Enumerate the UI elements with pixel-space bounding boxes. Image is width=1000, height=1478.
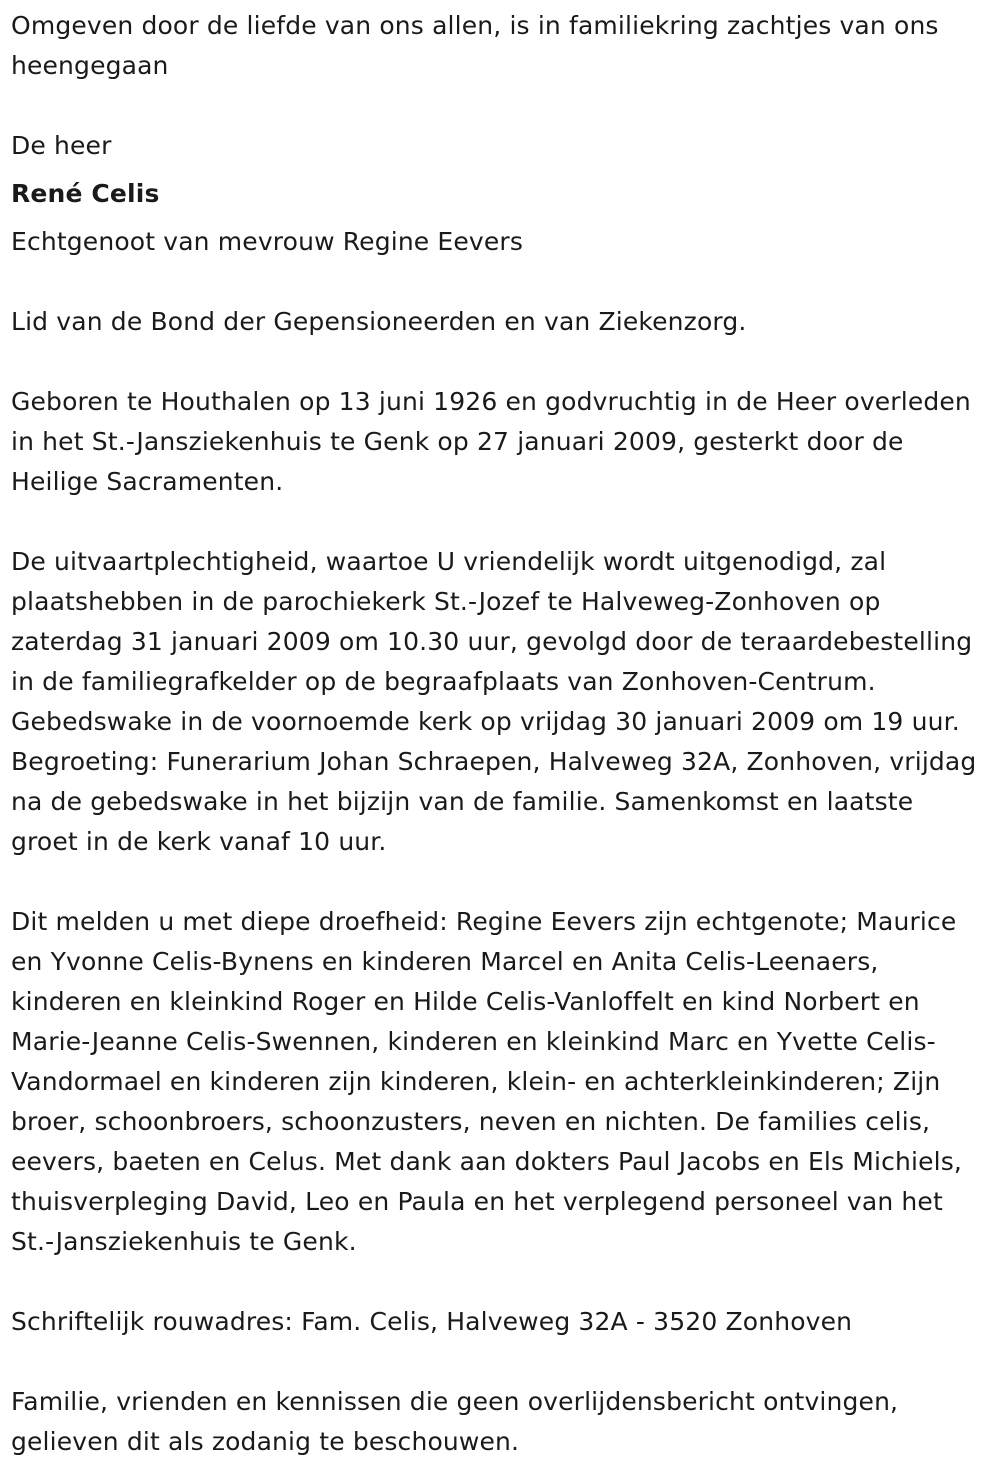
membership-paragraph: Lid van de Bond der Gepensioneerden en van Ziekenzorg. bbox=[11, 307, 747, 336]
deceased-name: René Celis bbox=[11, 179, 160, 208]
address-paragraph: Schriftelijk rouwadres: Fam. Celis, Halveweg 32A - 3520 Zonhoven bbox=[11, 1307, 853, 1336]
spacer bbox=[11, 262, 986, 302]
spacer bbox=[11, 86, 986, 126]
spacer bbox=[11, 342, 986, 382]
spacer bbox=[11, 502, 986, 542]
spacer bbox=[11, 166, 986, 174]
funeral-paragraph: De uitvaartplechtigheid, waartoe U vriendelijk wordt uitgenodigd, zal plaatshebben in de parochiekerk St.-Jozef te Halveweg-Zonhoven op zaterdag 31 januari 2009 om 10.30 uur, gevolgd door de teraardebestelling in de familiegrafkelder op de begraafplaats van Zonhoven-Centrum. Gebedswake in de voornoemde kerk op vrijdag 30 januari 2009 om 19 uur. Begroeting: Funerarium Johan Schraepen, Halveweg 32A, Zonhoven, vrijdag na de gebedswake in het bijzijn van de familie. Samenkomst en laatste groet in de kerk vanaf 10 uur. bbox=[11, 547, 977, 856]
birth-death-paragraph: Geboren te Houthalen op 13 juni 1926 en godvruchtig in de Heer overleden in het St.-Jansziekenhuis te Genk op 27 januari 2009, gesterkt door de Heilige Sacramenten. bbox=[11, 387, 971, 496]
spouse-line: Echtgenoot van mevrouw Regine Eevers bbox=[11, 227, 523, 256]
spacer bbox=[11, 214, 986, 222]
spacer bbox=[11, 1262, 986, 1302]
title-prefix: De heer bbox=[11, 131, 112, 160]
intro-paragraph: Omgeven door de liefde van ons allen, is in familiekring zachtjes van ons heengegaan bbox=[11, 11, 939, 80]
spacer bbox=[11, 1342, 986, 1382]
family-paragraph: Dit melden u met diepe droefheid: Regine Eevers zijn echtgenote; Maurice en Yvonne Celis-Bynens en kinderen Marcel en Anita Celis-Leenaers, kinderen en kleinkind Roger en Hilde Celis-Vanloffelt en kind Norbert en Marie-Jeanne Celis-Swennen, kinderen en kleinkind Marc en Yvette Celis-Vandormael en kinderen zijn kinderen, klein- en achterkleinkinderen; Zijn broer, schoonbroers, schoonzusters, neven en nichten. De families celis, eevers, baeten en Celus. Met dank aan dokters Paul Jacobs en Els Michiels, thuisverpleging David, Leo en Paula en het verplegend personeel van het St.-Jansziekenhuis te Genk. bbox=[11, 907, 962, 1256]
closing-paragraph: Familie, vrienden en kennissen die geen overlijdensbericht ontvingen, gelieven dit als zodanig te beschouwen. bbox=[11, 1387, 899, 1456]
obituary-document bbox=[11, 6, 986, 1462]
spacer bbox=[11, 862, 986, 902]
